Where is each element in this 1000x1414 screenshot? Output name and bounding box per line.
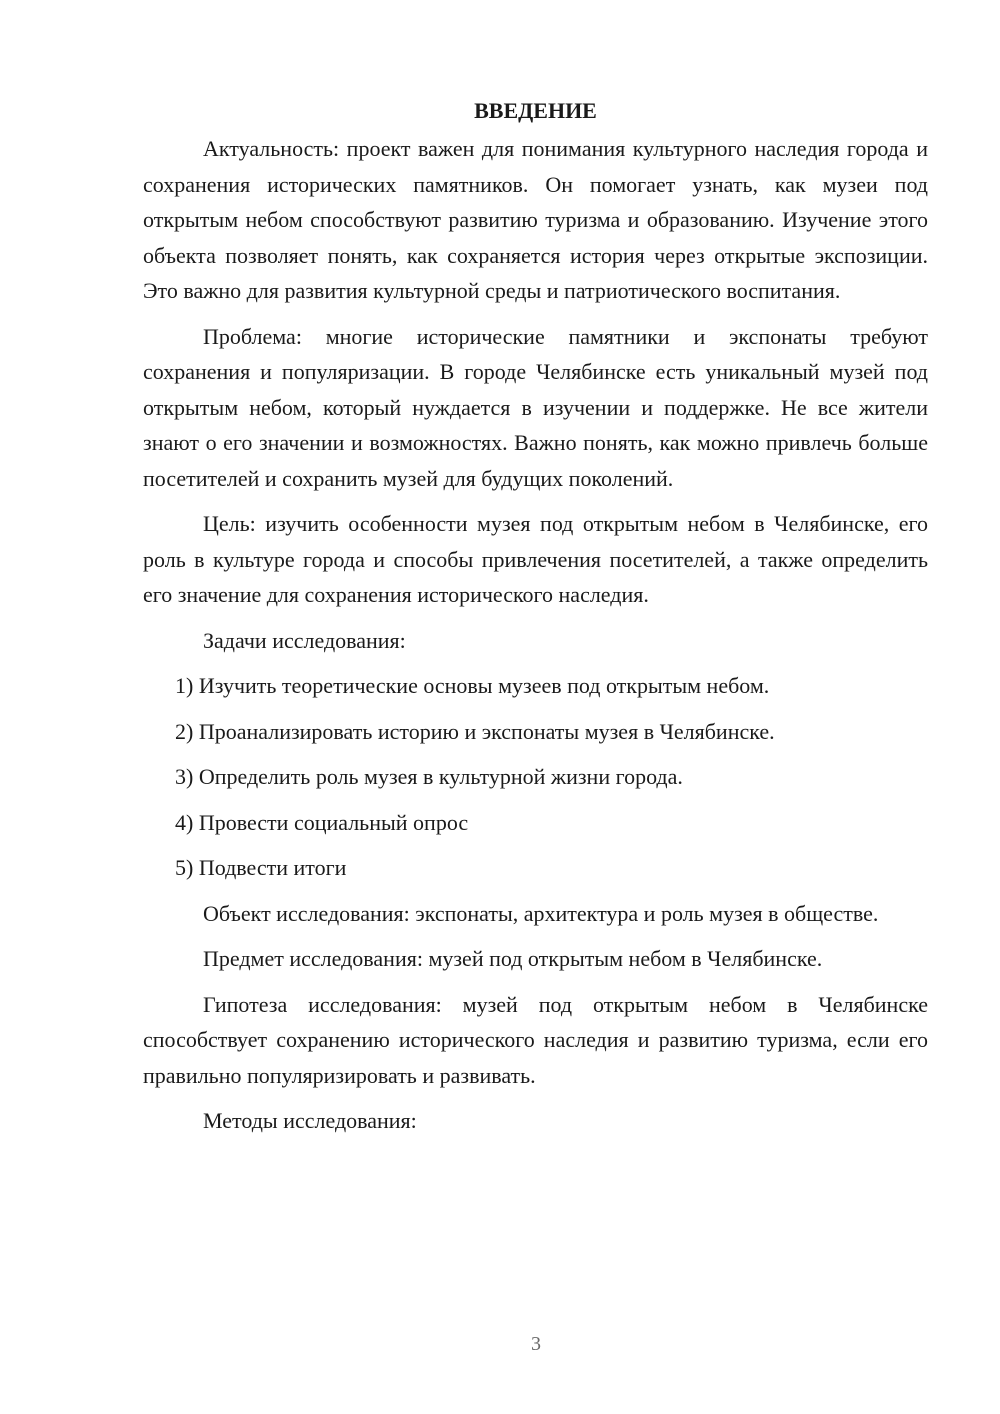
list-item: 2) Проанализировать историю и экспонаты музея в Челябинске. — [175, 718, 775, 744]
page-title: ВВЕДЕНИЕ — [474, 98, 597, 123]
page-number: 3 — [531, 1333, 541, 1355]
goal-paragraph: Цель: изучить особенности музея под открытым небом в Челябинске, его роль в культуре города и способы привлечения посетителей, а также определить его значение для сохранения исторического наследия. — [143, 511, 928, 607]
problem-paragraph: Проблема: многие исторические памятники и экспонаты требуют сохранения и популяризации. В городе Челябинске есть уникальный музей под открытым небом, который нуждается в изучении и поддержке. Не все жители знают о его значении и возможностях. Важно понять, как можно привлечь больше посетителей и сохранить музей для будущих поколений. — [143, 323, 928, 491]
page-content — [143, 95, 928, 1149]
object-paragraph: Объект исследования: экспонаты, архитектура и роль музея в обществе. — [203, 900, 879, 926]
list-item: 1) Изучить теоретические основы музеев под открытым небом. — [175, 673, 770, 698]
list-item: 5) Подвести итоги — [175, 855, 347, 880]
hypothesis-paragraph: Гипотеза исследования: музей под открытым небом в Челябинске способствует сохранению исторического наследия и развитию туризма, если его правильно популяризировать и развивать. — [143, 991, 928, 1088]
list-item: 4) Провести социальный опрос — [175, 809, 469, 835]
tasks-heading: Задачи исследования: — [203, 627, 406, 653]
relevance-paragraph: Актуальность: проект важен для понимания культурного наследия города и сохранения исторических памятников. Он помогает узнать, как музеи под открытым небом способствуют развитию туризма и образованию. Изучение этого объекта позволяет понять, как сохраняется история через открытые экспозиции. Это важно для развития культурной среды и патриотического воспитания. — [143, 136, 928, 303]
subject-paragraph: Предмет исследования: музей под открытым небом в Челябинске. — [203, 946, 823, 971]
methods-heading: Методы исследования: — [203, 1108, 417, 1133]
tasks-list — [143, 668, 928, 886]
list-item: 3) Определить роль музея в культурной жизни города. — [175, 764, 683, 789]
